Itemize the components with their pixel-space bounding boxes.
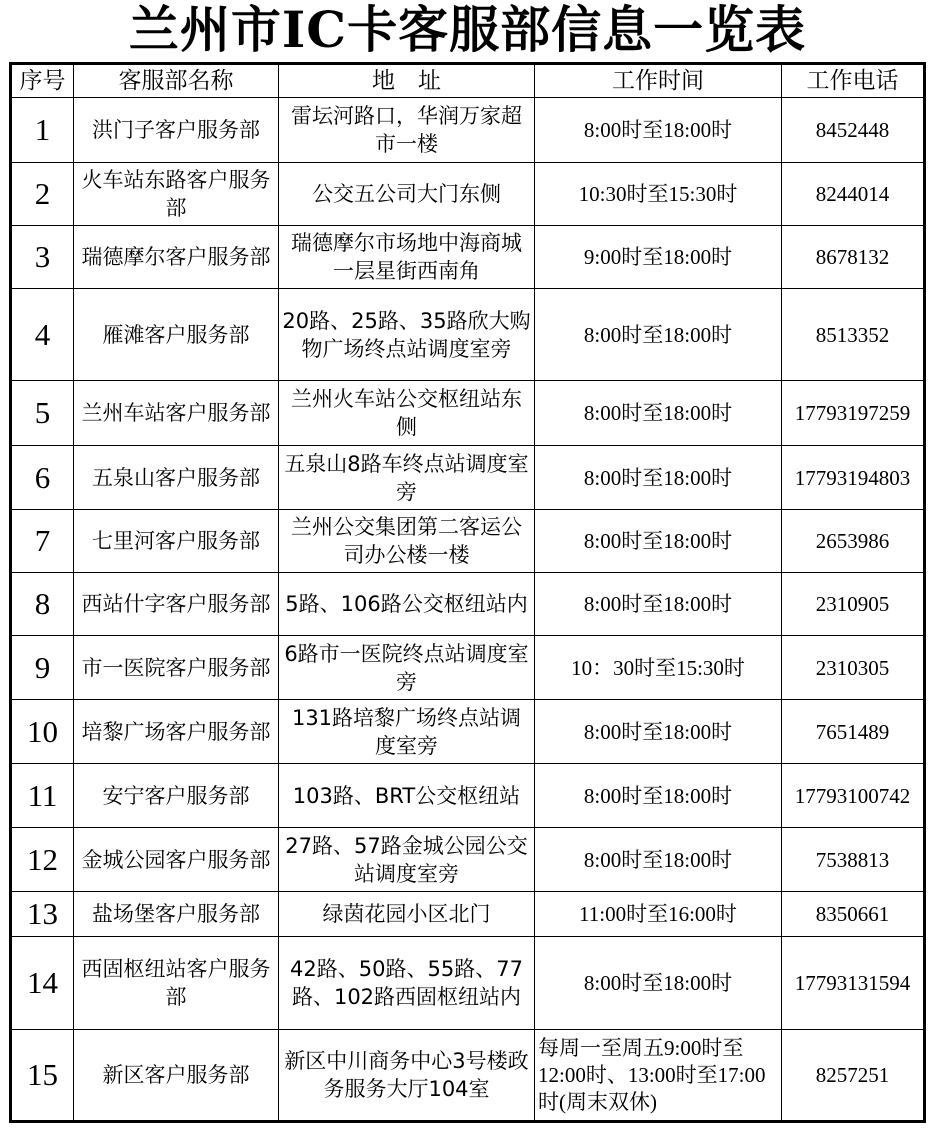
row-address: 27路、57路金城公园公交站调度室旁 xyxy=(279,828,535,892)
row-phone: 17793100742 xyxy=(782,764,925,828)
row-phone: 2310905 xyxy=(782,573,925,636)
table-row xyxy=(11,828,925,892)
row-index: 2 xyxy=(11,163,74,226)
row-phone: 2653986 xyxy=(782,510,925,573)
row-phone: 8350661 xyxy=(782,892,925,937)
table-row xyxy=(11,892,925,937)
table-row xyxy=(11,1030,925,1122)
row-name: 瑞德摩尔客户服务部 xyxy=(74,226,279,289)
row-address: 绿茵花园小区北门 xyxy=(279,892,535,937)
header-index: 序号 xyxy=(11,64,74,98)
row-name: 培黎广场客户服务部 xyxy=(74,700,279,764)
row-index: 4 xyxy=(11,289,74,381)
row-name: 洪门子客户服务部 xyxy=(74,98,279,163)
row-address: 6路市一医院终点站调度室旁 xyxy=(279,636,535,700)
row-address: 103路、BRT公交枢纽站 xyxy=(279,764,535,828)
row-index: 12 xyxy=(11,828,74,892)
row-index: 8 xyxy=(11,573,74,636)
row-name: 新区客户服务部 xyxy=(74,1030,279,1122)
header-hours: 工作时间 xyxy=(535,64,782,98)
row-phone: 17793131594 xyxy=(782,937,925,1030)
table-row xyxy=(11,98,925,163)
row-address: 20路、25路、35路欣大购物广场终点站调度室旁 xyxy=(279,289,535,381)
row-hours: 8:00时至18:00时 xyxy=(535,828,782,892)
row-hours: 8:00时至18:00时 xyxy=(535,381,782,446)
row-name: 五泉山客户服务部 xyxy=(74,446,279,510)
header-name: 客服部名称 xyxy=(74,64,279,98)
table-row xyxy=(11,510,925,573)
row-hours: 8:00时至18:00时 xyxy=(535,700,782,764)
row-name: 安宁客户服务部 xyxy=(74,764,279,828)
row-address: 瑞德摩尔市场地中海商城一层星街西南角 xyxy=(279,226,535,289)
row-name: 兰州车站客户服务部 xyxy=(74,381,279,446)
row-address: 兰州火车站公交枢纽站东侧 xyxy=(279,381,535,446)
service-center-table xyxy=(9,62,926,1123)
row-phone: 8244014 xyxy=(782,163,925,226)
row-address: 新区中川商务中心3号楼政务服务大厅104室 xyxy=(279,1030,535,1122)
table-row xyxy=(11,700,925,764)
row-phone: 2310305 xyxy=(782,636,925,700)
table-row xyxy=(11,937,925,1030)
table-row xyxy=(11,163,925,226)
row-name: 西固枢纽站客户服务部 xyxy=(74,937,279,1030)
row-hours: 10：30时至15:30时 xyxy=(535,636,782,700)
row-index: 14 xyxy=(11,937,74,1030)
table-row xyxy=(11,226,925,289)
table-row xyxy=(11,289,925,381)
row-hours: 10:30时至15:30时 xyxy=(535,163,782,226)
row-name: 金城公园客户服务部 xyxy=(74,828,279,892)
row-index: 1 xyxy=(11,98,74,163)
row-name: 盐场堡客户服务部 xyxy=(74,892,279,937)
page-title: 兰州市IC卡客服部信息一览表 xyxy=(128,0,807,59)
row-index: 7 xyxy=(11,510,74,573)
table-row xyxy=(11,764,925,828)
row-index: 11 xyxy=(11,764,74,828)
header-phone: 工作电话 xyxy=(782,64,925,98)
table-row xyxy=(11,381,925,446)
row-hours: 8:00时至18:00时 xyxy=(535,573,782,636)
row-phone: 7538813 xyxy=(782,828,925,892)
row-address: 公交五公司大门东侧 xyxy=(279,163,535,226)
row-phone: 8678132 xyxy=(782,226,925,289)
header-address: 地 址 xyxy=(279,64,535,98)
row-phone: 8257251 xyxy=(782,1030,925,1122)
row-name: 火车站东路客户服务部 xyxy=(74,163,279,226)
row-address: 5路、106路公交枢纽站内 xyxy=(279,573,535,636)
row-hours: 每周一至周五9:00时至12:00时、13:00时至17:00时(周末双休) xyxy=(535,1030,782,1122)
row-address: 五泉山8路车终点站调度室旁 xyxy=(279,446,535,510)
row-phone: 7651489 xyxy=(782,700,925,764)
row-index: 3 xyxy=(11,226,74,289)
table-row xyxy=(11,446,925,510)
row-hours: 9:00时至18:00时 xyxy=(535,226,782,289)
table-row xyxy=(11,636,925,700)
row-phone: 8452448 xyxy=(782,98,925,163)
row-name: 市一医院客户服务部 xyxy=(74,636,279,700)
row-name: 西站什字客户服务部 xyxy=(74,573,279,636)
row-index: 6 xyxy=(11,446,74,510)
row-name: 七里河客户服务部 xyxy=(74,510,279,573)
header-row xyxy=(11,64,925,98)
row-index: 15 xyxy=(11,1030,74,1122)
row-index: 5 xyxy=(11,381,74,446)
row-index: 13 xyxy=(11,892,74,937)
row-name: 雁滩客户服务部 xyxy=(74,289,279,381)
row-hours: 8:00时至18:00时 xyxy=(535,446,782,510)
row-address: 兰州公交集团第二客运公司办公楼一楼 xyxy=(279,510,535,573)
row-hours: 8:00时至18:00时 xyxy=(535,98,782,163)
row-phone: 17793194803 xyxy=(782,446,925,510)
row-phone: 8513352 xyxy=(782,289,925,381)
row-phone: 17793197259 xyxy=(782,381,925,446)
row-hours: 11:00时至16:00时 xyxy=(535,892,782,937)
row-hours: 8:00时至18:00时 xyxy=(535,289,782,381)
row-hours: 8:00时至18:00时 xyxy=(535,510,782,573)
table-row xyxy=(11,573,925,636)
row-address: 42路、50路、55路、77路、102路西固枢纽站内 xyxy=(279,937,535,1030)
row-index: 9 xyxy=(11,636,74,700)
row-address: 雷坛河路口，华润万家超市一楼 xyxy=(279,98,535,163)
row-index: 10 xyxy=(11,700,74,764)
row-hours: 8:00时至18:00时 xyxy=(535,937,782,1030)
row-address: 131路培黎广场终点站调度室旁 xyxy=(279,700,535,764)
row-hours: 8:00时至18:00时 xyxy=(535,764,782,828)
